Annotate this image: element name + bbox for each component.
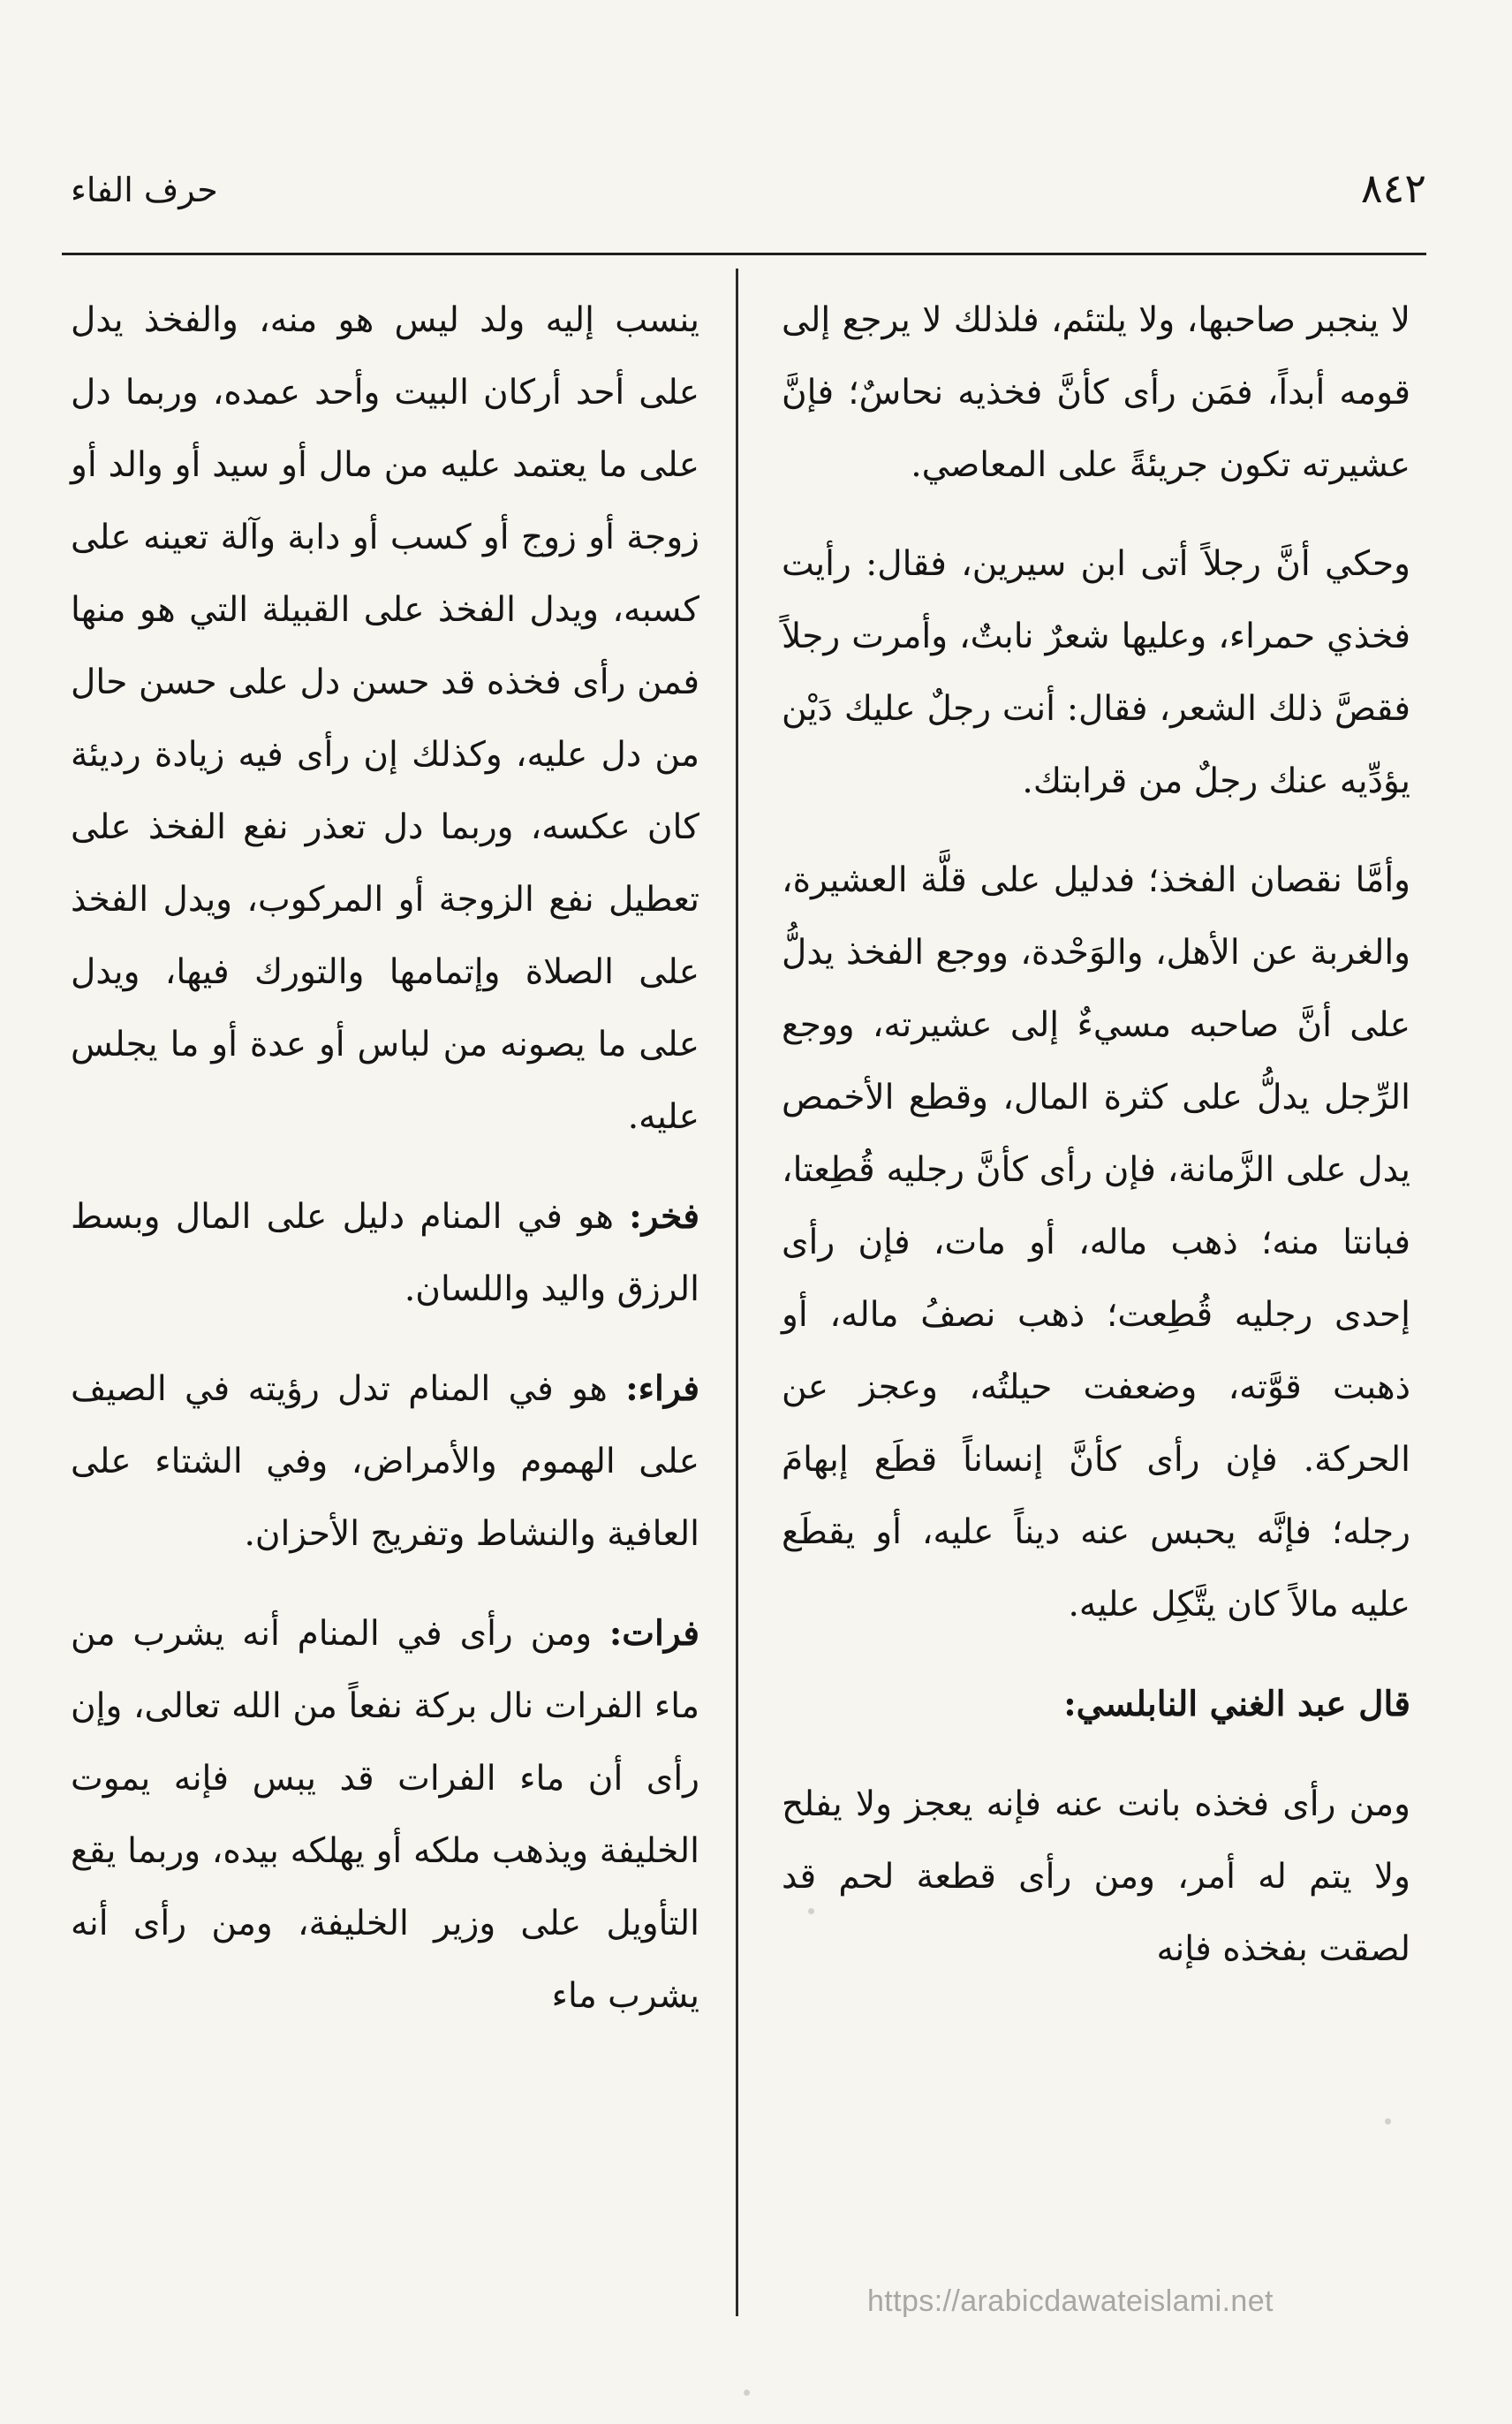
right-text-column — [782, 284, 1410, 2012]
paper-speck — [1385, 2118, 1391, 2125]
entry-term-furat: فرات: — [609, 1613, 699, 1654]
entry-fakhr — [71, 1180, 699, 1326]
column-divider — [736, 269, 738, 2316]
entry-term-faraa: فراء: — [625, 1368, 699, 1409]
right-paragraph-1: لا ينجبر صاحبها، ولا يلتئم، فلذلك لا يرجع إلى قومه أبداً، فمَن رأى كأنَّ فخذيه نحاسٌ؛ فإنَّ عشيرته تكون جريئةً على المعاصي. — [782, 300, 1410, 485]
chapter-title: حرف الفاء — [71, 170, 218, 209]
right-paragraph-3: وأمَّا نقصان الفخذ؛ فدليل على قلَّة العشيرة، والغربة عن الأهل، والوَحْدة، ووجع الفخذ يدلُّ على أنَّ صاحبه مسيءٌ إلى عشيرته، ووجع الرِّجل يدلُّ على كثرة المال، وقطع الأخمص يدل على الزَّمانة، فإن رأى كأنَّ رجليه قُطِعتا، فبانتا منه؛ ذهب ماله، أو مات، فإن رأى إحدى رجليه قُطِعت؛ ذهب نصفُ ماله، أو ذهبت قوَّته، وضعفت حيلتُه، وعجز عن الحركة. فإن رأى كأنَّ إنساناً قطَع إبهامَ رجله؛ فإنَّه يحبس عنه ديناً عليه، أو يقطَع عليه مالاً كان يتَّكِل عليه. — [782, 860, 1411, 1625]
left-paragraph-1: ينسب إليه ولد ليس هو منه، والفخذ يدل على أحد أركان البيت وأحد عمده، وربما دل على ما يعتمد عليه من مال أو سيد أو والد أو زوجة أو زوج أو كسب أو دابة وآلة تعينه على كسبه، ويدل الفخذ على القبيلة التي هو منها فمن رأى فخذه قد حسن دل على حسن حال من دل عليه، وكذلك إن رأى فيه زيادة رديئة كان عكسه، وربما دل تعذر نفع الفخذ على تعطيل نفع الزوجة أو المركوب، ويدل الفخذ على الصلاة وإتمامها والتورك فيها، ويدل على ما يصونه من لباس أو عدة أو ما يجلس عليه. — [71, 300, 699, 1137]
entry-term-fakhr: فخر: — [629, 1196, 699, 1237]
page-number: ٨٤٢ — [1360, 164, 1426, 212]
entry-furat — [71, 1597, 699, 2033]
section-heading-nabulsi: قال عبد الغني النابلسي: — [1063, 1684, 1410, 1724]
website-watermark: https://arabicdawateislami.net — [867, 2284, 1274, 2318]
paper-speck — [808, 1908, 814, 1914]
entry-text-furat: ومن رأى في المنام أنه يشرب من ماء الفرات نال بركة نفعاً من الله تعالى، وإن رأى أن ماء الفرات قد يبس فإنه يموت الخليفة ويذهب ملكه أو يهلكه بيده، وربما يقع التأويل على وزير الخليفة، ومن رأى أنه يشرب ماء — [71, 1614, 699, 2016]
entry-faraa — [71, 1352, 699, 1571]
header-rule — [62, 253, 1426, 255]
right-paragraph-2: وحكي أنَّ رجلاً أتى ابن سيرين، فقال: رأيت فخذي حمراء، وعليها شعرٌ نابتٌ، وأمرت رجلاً فقصَّ ذلك الشعر، فقال: أنت رجلٌ عليك دَيْن يؤدِّيه عنك رجلٌ من قرابتك. — [782, 544, 1410, 801]
left-text-column — [71, 284, 699, 2059]
paper-speck — [744, 2390, 750, 2396]
right-paragraph-4: ومن رأى فخذه بانت عنه فإنه يعجز ولا يفلح ولا يتم له أمر، ومن رأى قطعة لحم قد لصقت بفخذه فإنه — [782, 1784, 1410, 1969]
entry-text-faraa: هو في المنام تدل رؤيته في الصيف على الهموم والأمراض، وفي الشتاء على العافية والنشاط وتفريج الأحزان. — [71, 1369, 699, 1554]
entry-text-fakhr: هو في المنام دليل على المال وبسط الرزق واليد واللسان. — [71, 1197, 699, 1309]
